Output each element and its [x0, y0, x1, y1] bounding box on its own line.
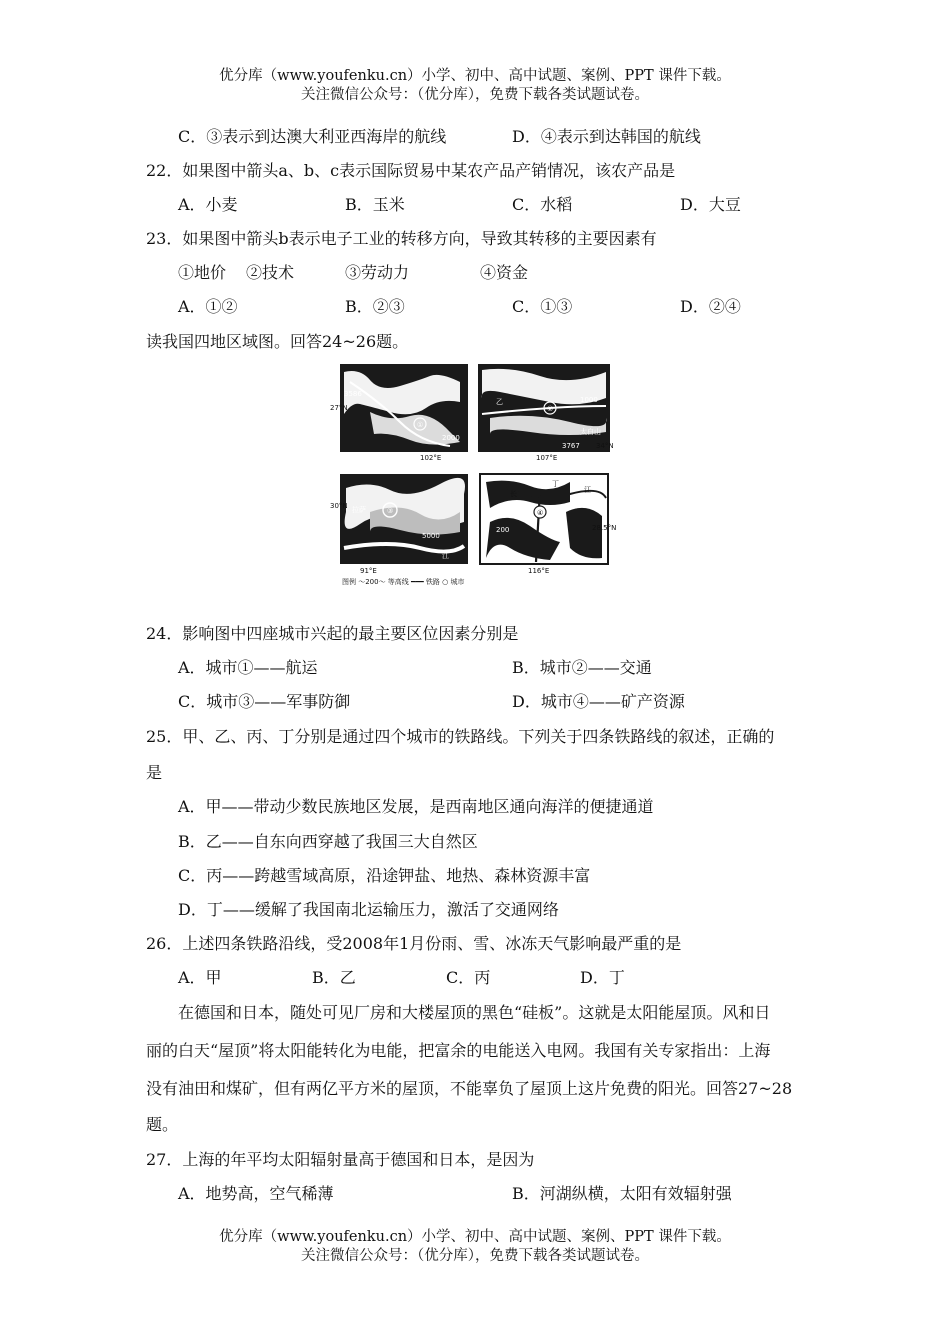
map-city-1: ① [417, 421, 424, 429]
q24-option-d: D．城市④——矿产资源 [512, 692, 685, 711]
map-label-2b: 乙 [496, 398, 503, 406]
map-panel-2 [478, 364, 614, 462]
q27-option-a: A．地势高，空气稀薄 [178, 1184, 334, 1203]
q24-26-intro: 读我国四地区域图。回答24~26题。 [146, 332, 409, 351]
passage-line-4: 题。 [146, 1115, 179, 1134]
q23-item-2: ②技术 [246, 263, 295, 282]
map-panel-3 [330, 474, 468, 575]
map-label-4c: 江 [584, 486, 591, 494]
map-label-4b: 丁 [552, 480, 559, 488]
map-lon-4: 116°E [528, 567, 550, 575]
map-elev-4: 200 [496, 526, 510, 534]
q25-option-b: B．乙——自东向西穿越了我国三大自然区 [178, 832, 478, 851]
q22-option-d: D．大豆 [680, 195, 741, 214]
page-header [0, 67, 950, 105]
q26-stem: 26．上述四条铁路沿线，受2008年1月份雨、雪、冰冻天气影响最严重的是 [146, 934, 682, 953]
map-elev-1: 3586 [344, 390, 362, 398]
q26-option-c: C．丙 [446, 968, 491, 987]
q23-item-4: ④资金 [480, 263, 529, 282]
map-lat-4: 28.5°N [592, 524, 617, 532]
q24-option-b: B．城市②——交通 [512, 658, 652, 677]
map-lon-3: 91°E [360, 567, 377, 575]
q23-option-c: C．①③ [512, 297, 573, 316]
q22-stem: 22．如果图中箭头a、b、c表示国际贸易中某农产品产销情况，该农产品是 [146, 161, 676, 180]
footer-line-1: 优分库（www.youfenku.cn）小学、初中、高中试题、案例、PPT 课件下载。 [219, 1229, 731, 1245]
map-legend: 图例 ～200～ 等高线 ━━━ 铁路 ○ 城市 [342, 578, 465, 586]
map-elev-1b: 2000 [442, 434, 460, 442]
map-panel-4 [480, 474, 616, 575]
page-footer [0, 1228, 950, 1266]
q21-option-d: D．④表示到达韩国的航线 [512, 127, 701, 146]
map-city-3: ③ [387, 507, 394, 515]
map-city-4: ④ [537, 509, 544, 517]
q21-option-c: C．③表示到达澳大利亚西海岸的航线 [178, 127, 447, 146]
q26-option-a: A．甲 [178, 968, 222, 987]
map-lon-2: 107°E [536, 454, 558, 462]
map-lat-2: 34°N [596, 442, 614, 450]
header-line-1: 优分库（www.youfenku.cn）小学、初中、高中试题、案例、PPT 课件下载。 [219, 68, 731, 84]
q26-option-b: B．乙 [312, 968, 356, 987]
map-panel-1 [330, 364, 468, 462]
q23-option-a: A．①② [178, 297, 238, 316]
q25-option-d: D．丁——缓解了我国南北运输压力，激活了交通网络 [178, 900, 559, 919]
header-line-2: 关注微信公众号：（优分库），免费下载各类试题试卷。 [301, 87, 649, 103]
q24-option-c: C．城市③——军事防御 [178, 692, 351, 711]
footer-line-2: 关注微信公众号：（优分库），免费下载各类试题试卷。 [301, 1248, 649, 1264]
map-label-2: 太白山 [580, 428, 601, 436]
q25-stem-2: 是 [146, 763, 163, 782]
map-elev-3: 5000 [422, 532, 440, 540]
map-elev-2b: 3767 [562, 442, 580, 450]
q22-option-b: B．玉米 [345, 195, 405, 214]
passage-line-2: 丽的白天“屋顶”将太阳能转化为电能，把富余的电能送入电网。我国有关专家指出：上海 [146, 1041, 771, 1060]
q25-option-c: C．丙——跨越雪域高原，沿途钾盐、地热、森林资源丰富 [178, 866, 591, 885]
q25-option-a: A．甲——带动少数民族地区发展，是西南地区通向海洋的便捷通道 [178, 797, 654, 816]
map-lat-1: 27°N [330, 404, 348, 412]
four-regions-map [330, 362, 620, 590]
q26-option-d: D．丁 [580, 968, 625, 987]
q23-option-d: D．②④ [680, 297, 741, 316]
map-label-4: 长 [510, 490, 517, 498]
passage-line-1: 在德国和日本，随处可见厂房和大楼屋顶的黑色“硅板”。这就是太阳能屋顶。风和日 [178, 1003, 771, 1022]
q24-stem: 24．影响图中四座城市兴起的最主要区位因素分别是 [146, 624, 519, 643]
q23-item-3: ③劳动力 [345, 263, 410, 282]
q25-stem-1: 25．甲、乙、丙、丁分别是通过四个城市的铁路线。下列关于四条铁路线的叙述，正确的 [146, 727, 775, 746]
q22-option-c: C．水稻 [512, 195, 573, 214]
q22-option-a: A．小麦 [178, 195, 238, 214]
q24-option-a: A．城市①——航运 [178, 658, 318, 677]
q23-stem: 23．如果图中箭头b表示电子工业的转移方向，导致其转移的主要因素有 [146, 229, 657, 248]
map-elev-2: 1000 [580, 396, 598, 404]
q23-option-b: B．②③ [345, 297, 405, 316]
map-label-3: 拉萨 [352, 506, 366, 514]
map-lat-3: 30°N [330, 502, 348, 510]
q23-item-1: ①地价 [178, 263, 227, 282]
passage-line-3: 没有油田和煤矿，但有两亿平方米的屋顶，不能辜负了屋顶上这片免费的阳光。回答27~28 [146, 1079, 793, 1098]
map-lon-1: 102°E [420, 454, 442, 462]
map-label-3b: 江 [442, 552, 449, 560]
map-city-2: ② [547, 405, 554, 413]
q27-option-b: B．河湖纵横，太阳有效辐射强 [512, 1184, 732, 1203]
q27-stem: 27．上海的年平均太阳辐射量高于德国和日本，是因为 [146, 1150, 535, 1169]
